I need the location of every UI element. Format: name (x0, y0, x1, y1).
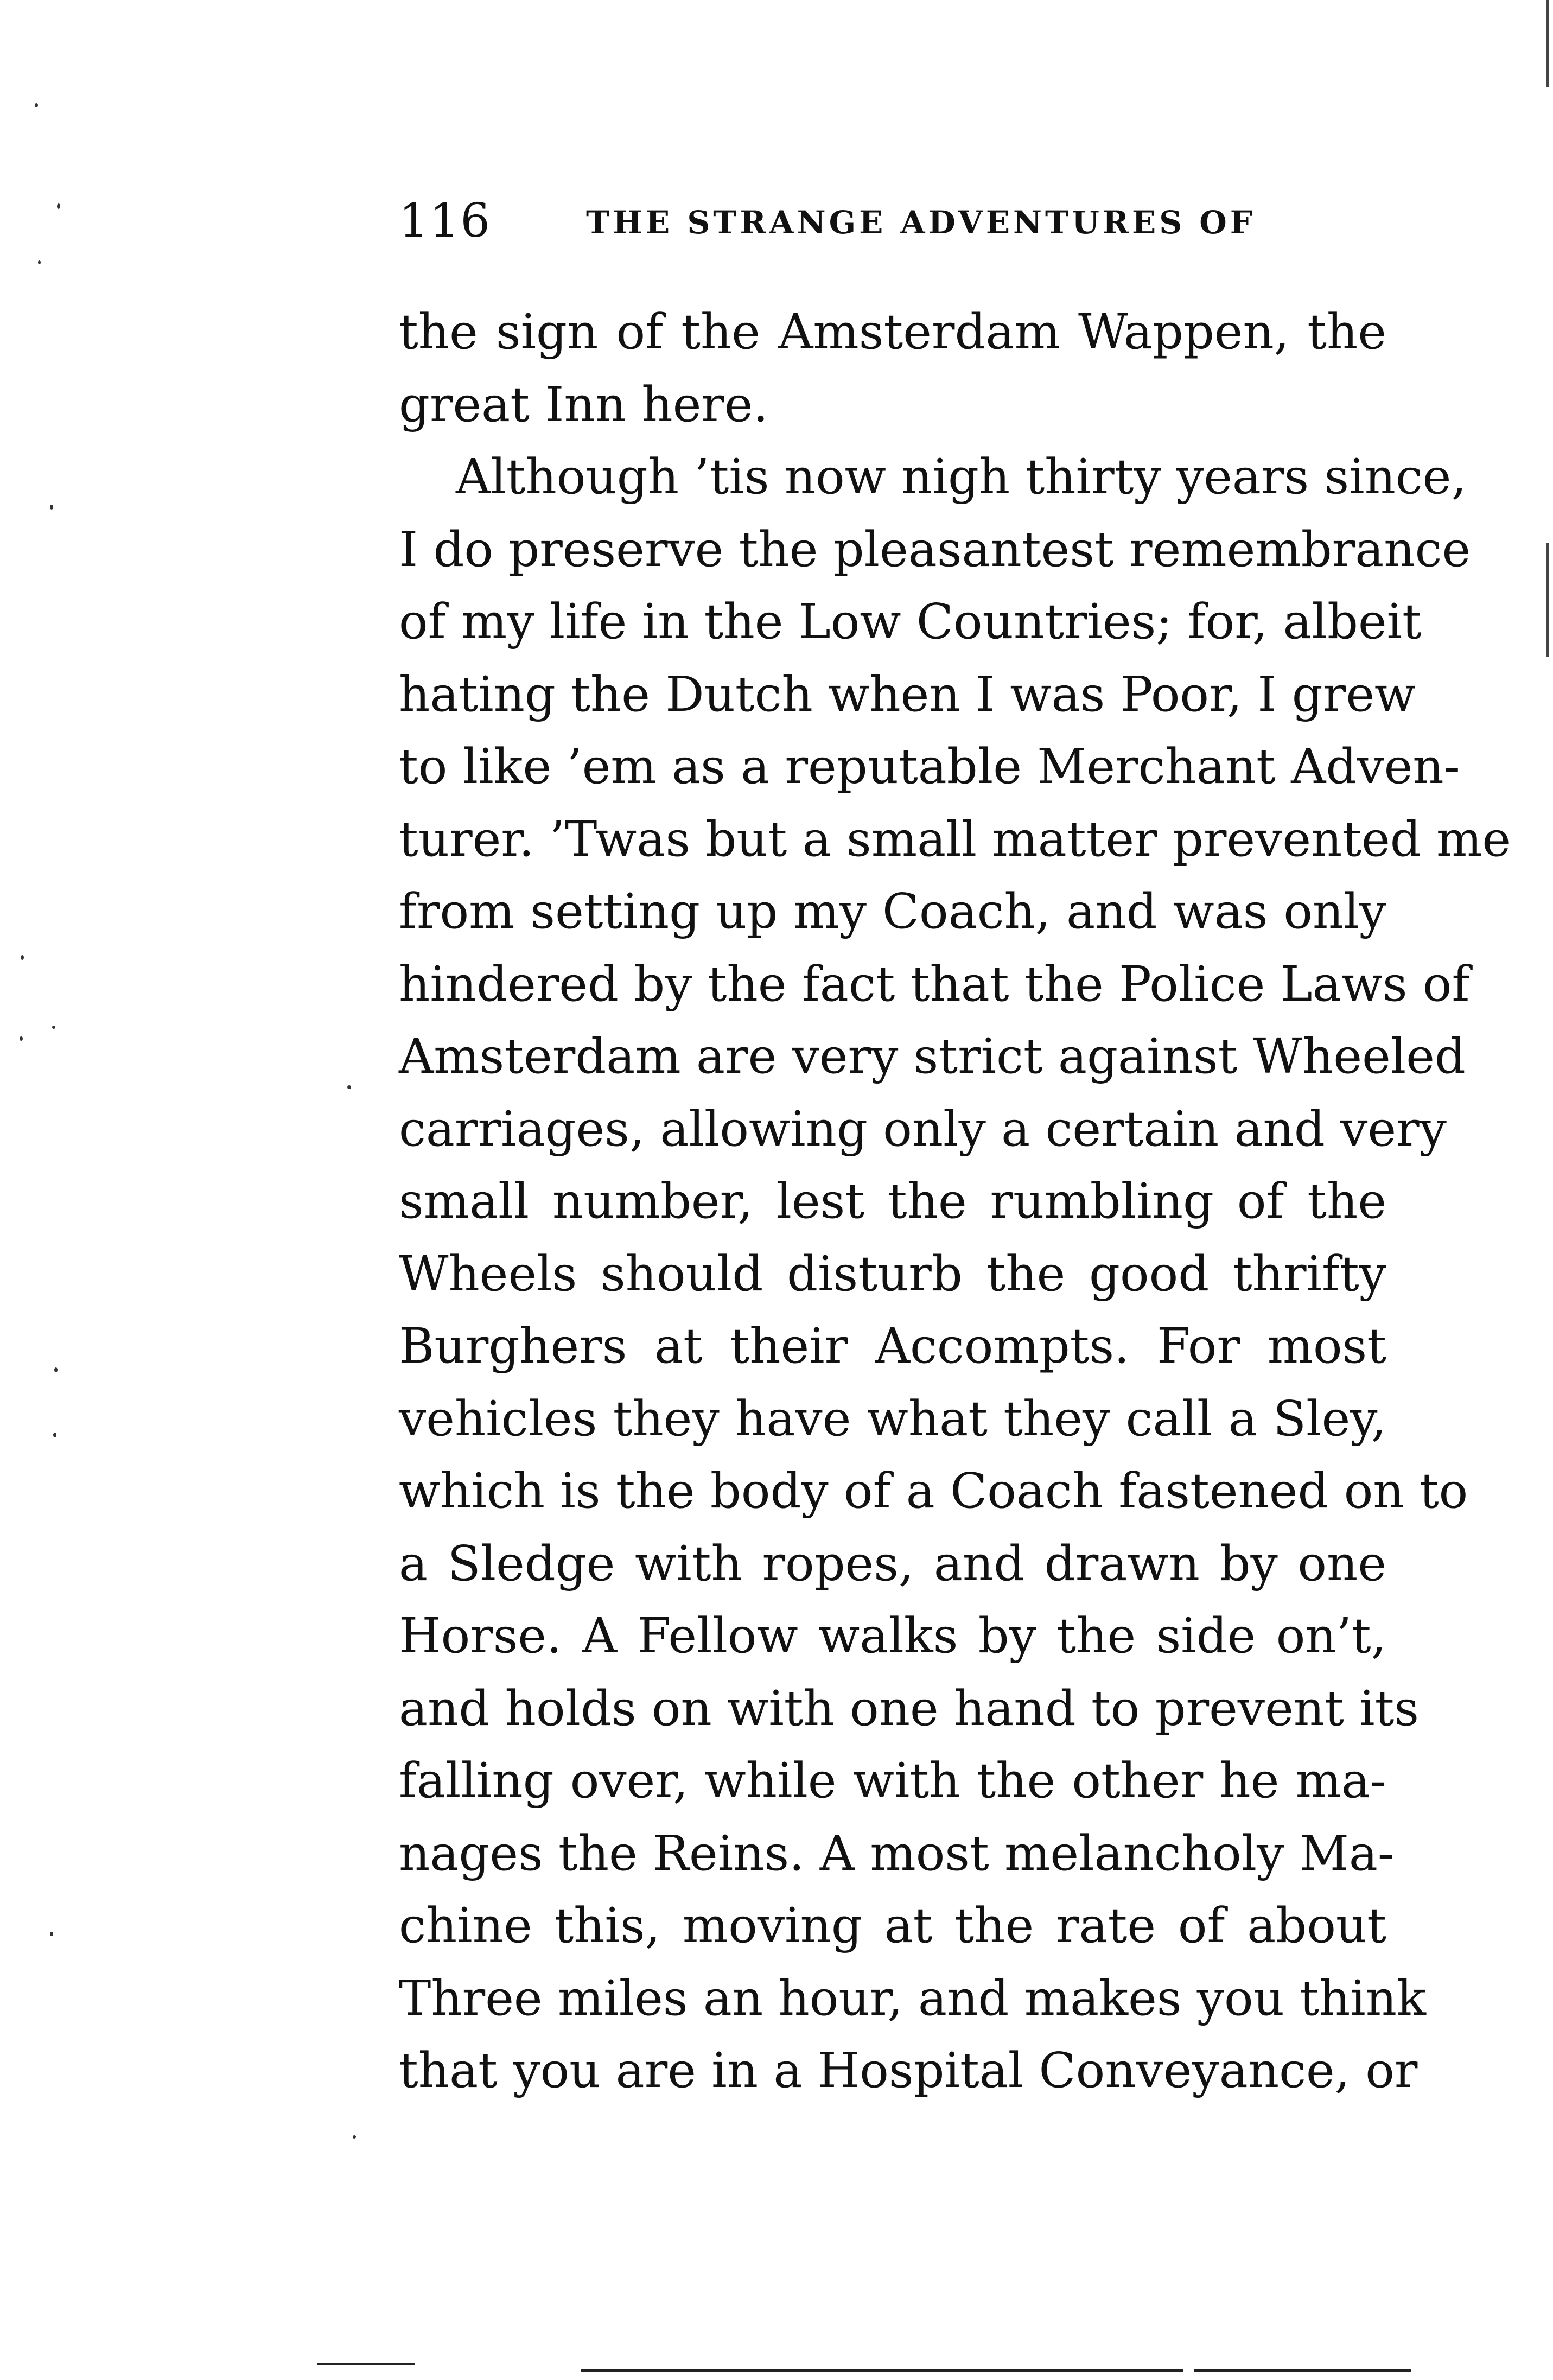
scan-speck (353, 2135, 356, 2139)
text-line: chine this, moving at the rate of about (399, 1897, 1386, 1953)
text-line: Wheels should disturb the good thrifty (399, 1245, 1386, 1302)
text-line: vehicles they have what they call a Sley, (399, 1390, 1386, 1447)
text-line: Although ’tis now nigh thirty years since, (456, 448, 1467, 505)
text-line: hindered by the fact that the Police Laws of (399, 955, 1470, 1012)
page-edge-line (1546, 543, 1549, 657)
scan-speck (53, 1433, 56, 1437)
body-text (399, 296, 1511, 2107)
scan-speck (52, 1026, 55, 1029)
scan-speck (54, 1367, 58, 1372)
scan-speck (21, 955, 24, 960)
page-number: 116 (399, 194, 492, 248)
scan-speck (20, 1036, 23, 1041)
scan-rule (317, 2363, 415, 2365)
scan-speck (347, 1085, 351, 1089)
scan-speck (50, 1932, 53, 1936)
text-line: great Inn here. (399, 376, 768, 432)
text-line: from setting up my Coach, and was only (399, 883, 1386, 939)
text-line: to like ’em as a reputable Merchant Adven- (399, 738, 1460, 794)
text-line: and holds on with one hand to prevent its (399, 1679, 1420, 1736)
scan-rule (581, 2369, 1183, 2372)
text-line: hating the Dutch when I was Poor, I grew (399, 665, 1416, 722)
page-edge-line (1546, 0, 1549, 87)
text-line: turer. ’Twas but a small matter prevented me (399, 810, 1511, 867)
text-line: a Sledge with ropes, and drawn by one (399, 1535, 1386, 1592)
text-line: Burghers at their Accompts. For most (399, 1318, 1386, 1374)
text-line: carriages, allowing only a certain and very (399, 1100, 1447, 1157)
text-line: Three miles an hour, and makes you think (399, 1969, 1426, 2026)
text-line: nages the Reins. A most melancholy Ma- (399, 1824, 1394, 1881)
running-head: THE STRANGE ADVENTURES OF (586, 204, 1256, 241)
scan-speck (38, 260, 41, 264)
scan-speck (57, 203, 60, 209)
text-line: of my life in the Low Countries; for, albeit (399, 593, 1422, 650)
text-line: that you are in a Hospital Conveyance, or (399, 2042, 1418, 2098)
text-line: small number, lest the rumbling of the (399, 1173, 1386, 1229)
text-line: I do preserve the pleasantest remembrance (399, 520, 1471, 577)
text-line: the sign of the Amsterdam Wappen, the (399, 303, 1386, 360)
text-line: falling over, while with the other he ma- (399, 1752, 1386, 1809)
text-line: Horse. A Fellow walks by the side on’t, (399, 1607, 1386, 1664)
page-header (399, 191, 1392, 251)
scan-speck (50, 505, 53, 510)
text-line: Amsterdam are very strict against Wheeled (399, 1028, 1466, 1084)
scan-rule (1194, 2369, 1411, 2372)
scan-speck (35, 103, 38, 107)
text-line: which is the body of a Coach fastened on to (399, 1462, 1468, 1519)
